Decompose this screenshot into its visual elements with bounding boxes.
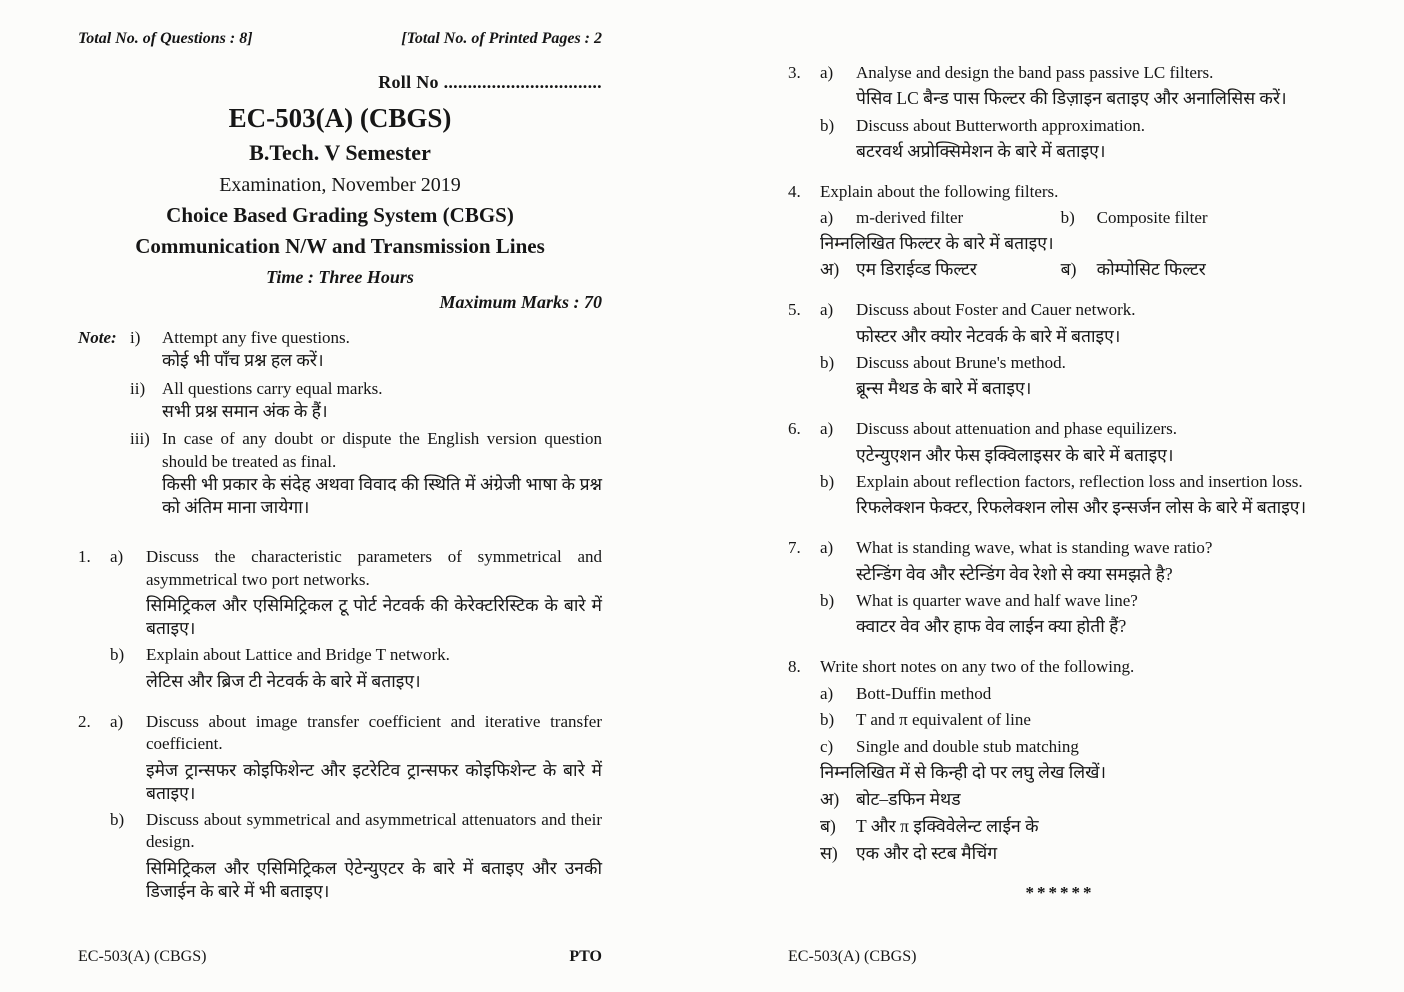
- note-item-lines: [162, 327, 602, 373]
- question-number: 3.: [788, 63, 801, 82]
- page-header: [78, 30, 602, 48]
- part-label: b): [820, 710, 835, 730]
- question-number: 5.: [788, 300, 801, 320]
- part-text: Discuss about attenuation and phase equilizers.: [856, 419, 1178, 439]
- question-cont-row: [820, 377, 1332, 400]
- question: [788, 418, 1332, 522]
- part-label: b): [110, 809, 125, 829]
- part-text: एक और दो स्टब मैचिंग: [856, 843, 998, 864]
- note-item-lines: [162, 428, 602, 519]
- note-label: Note:: [78, 328, 117, 347]
- question-number: 7.: [788, 538, 801, 558]
- option-label: b): [1060, 207, 1075, 227]
- part-text: Bott-Duffin method: [856, 683, 992, 703]
- question-cont-row: [820, 444, 1332, 467]
- part-text: क्वाटर वेव और हाफ वेव लाईन क्या होती हैं?: [856, 616, 1127, 637]
- page-1: [78, 0, 602, 992]
- part-text: Discuss about Butterworth approximation.: [856, 115, 1145, 135]
- part-label: ब): [820, 816, 836, 837]
- questions-left: [78, 546, 602, 906]
- paper-code-title: EC-503(A) (CBGS): [228, 103, 452, 133]
- option-text: एम डिराईव्ड फिल्टर: [856, 259, 977, 280]
- question-body: [820, 656, 1332, 868]
- option-label: अ): [820, 259, 840, 280]
- part-text: T and π equivalent of line: [856, 710, 1031, 730]
- part-text: रिफलेक्शन फेक्टर, रिफलेक्शन लोस और इन्सर्जन लोस के बारे में बताइए।: [856, 497, 1307, 518]
- option-label: ब): [1060, 259, 1077, 280]
- note-line: कोई भी पाँच प्रश्न हल करें।: [162, 350, 324, 371]
- total-pages-label: [Total No. of Printed Pages : 2: [401, 30, 602, 47]
- subject-line: Communication N/W and Transmission Lines: [135, 234, 545, 258]
- part-label: a): [820, 63, 834, 82]
- roll-no-line: Roll No .................................: [378, 72, 602, 92]
- question-body: [820, 181, 1332, 284]
- part-label: b): [820, 352, 835, 372]
- part-text: Explain about reflection factors, reflection loss and insertion loss.: [856, 471, 1303, 491]
- part-text: बटरवर्थ अप्रोक्सिमेशन के बारे में बताइए।: [856, 140, 1106, 161]
- question-part-row: [820, 299, 1332, 321]
- question-part-row: [110, 644, 602, 666]
- grading-system-line: Choice Based Grading System (CBGS): [166, 203, 514, 227]
- part-label: स): [820, 843, 838, 864]
- question-cont-row: [820, 87, 1332, 110]
- question-part-row: [110, 546, 602, 591]
- note-item: [130, 428, 602, 519]
- part-text: Write short notes on any two of the following.: [820, 657, 1135, 677]
- question-body: [820, 62, 1332, 166]
- question-option: [820, 258, 1061, 281]
- question-cont-row: [820, 615, 1332, 638]
- question-number: 4.: [788, 182, 801, 202]
- question-stem-row: [820, 656, 1332, 678]
- question: [78, 546, 602, 696]
- part-label: b): [110, 645, 125, 665]
- question-option: [1061, 258, 1206, 281]
- part-text: Explain about Lattice and Bridge T network.: [146, 645, 450, 665]
- question-cont-row: [820, 563, 1332, 586]
- question-part-row: [820, 62, 1332, 84]
- question-option: [1061, 207, 1208, 229]
- question-cont-row: [110, 857, 602, 903]
- footer-paper-code: EC-503(A) (CBGS): [788, 948, 917, 965]
- question-part-row: [820, 842, 1332, 865]
- question-stem-row: [820, 232, 1332, 255]
- semester-line: B.Tech. V Semester: [249, 140, 431, 165]
- note-section: [78, 327, 602, 524]
- part-text: T और π इक्विवेलेन्ट लाईन के: [856, 816, 1039, 837]
- part-label: a): [820, 538, 834, 558]
- note-line: Attempt any five questions.: [162, 328, 350, 347]
- question-part-row: [820, 788, 1332, 811]
- part-label: अ): [820, 789, 840, 810]
- part-text: लेटिस और ब्रिज टी नेटवर्क के बारे में बताइए।: [146, 670, 421, 691]
- option-label: a): [820, 207, 834, 227]
- part-text: Discuss about Brune's method.: [856, 352, 1066, 372]
- note-item: [130, 327, 602, 373]
- part-text: Single and double stub matching: [856, 736, 1079, 756]
- question: [78, 711, 602, 906]
- note-items: [130, 327, 602, 524]
- note-item-label: i): [130, 328, 141, 347]
- note-item-label: ii): [130, 378, 146, 398]
- question-part-row: [820, 736, 1332, 758]
- part-text: इमेज ट्रान्सफर कोइफिशेन्ट और इटरेटिव ट्रान्सफर कोइफिशेन्ट के बारे में बताइए।: [146, 759, 602, 803]
- page-2-footer: [788, 948, 1332, 966]
- part-text: पेसिव LC बैन्ड पास फिल्टर की डिज़ाइन बताइए और अनालिसिस करें।: [856, 88, 1287, 109]
- examination-line: Examination, November 2019: [219, 174, 461, 196]
- part-label: a): [110, 711, 124, 731]
- part-text: बोट–डफिन मेथड: [856, 789, 961, 810]
- question-body: [820, 418, 1332, 522]
- question: [788, 537, 1332, 641]
- note-line: किसी भी प्रकार के संदेह अथवा विवाद की स्थिति में अंग्रेजी भाषा के प्रश्न को अंतिम माना जायेगा।: [162, 473, 602, 518]
- question-body: [110, 546, 602, 696]
- question-number: 1.: [78, 547, 91, 567]
- question-cont-row: [820, 496, 1332, 519]
- part-text: ब्रून्स मैथड के बारे में बताइए।: [856, 378, 1032, 399]
- question-part-row: [820, 352, 1332, 374]
- note-line: All questions carry equal marks.: [162, 378, 383, 398]
- part-label: a): [110, 547, 124, 567]
- question-body: [820, 537, 1332, 641]
- max-marks-line: Maximum Marks : 70: [439, 292, 602, 312]
- part-text: Discuss about image transfer coefficient and iterative transfer coefficient.: [146, 711, 602, 754]
- time-line: Time : Three Hours: [266, 267, 414, 287]
- total-questions-label: Total No. of Questions : 8]: [78, 30, 253, 47]
- part-text: स्टेन्डिंग वेव और स्टेन्डिंग वेव रेशो से क्या समझते है?: [856, 563, 1173, 584]
- question-number: 6.: [788, 419, 801, 439]
- page-1-footer: [78, 948, 602, 966]
- question-cont-row: [110, 594, 602, 640]
- question-part-row: [110, 711, 602, 756]
- question-cols-row: [820, 207, 1332, 229]
- part-label: b): [820, 115, 835, 135]
- questions-right: [788, 62, 1332, 868]
- question-body: [820, 299, 1332, 403]
- note-line: In case of any doubt or dispute the English version question should be treated as final.: [162, 429, 602, 471]
- part-text: फोस्टर और क्योर नेटवर्क के बारे में बताइए।: [856, 325, 1121, 346]
- part-text: Explain about the following filters.: [820, 182, 1059, 202]
- footer-paper-code: EC-503(A) (CBGS): [78, 948, 207, 965]
- question-cols-row: [820, 258, 1332, 281]
- note-line: सभी प्रश्न समान अंक के हैं।: [162, 400, 328, 421]
- part-text: सिमिट्रिकल और एसिमिट्रिकल टू पोर्ट नेटवर्क की केरेक्टरिस्टिक के बारे में बताइए।: [146, 595, 602, 639]
- part-text: Analyse and design the band pass passive LC filters.: [856, 63, 1214, 82]
- question-cont-row: [820, 140, 1332, 163]
- question-cont-row: [110, 670, 602, 693]
- question: [788, 299, 1332, 403]
- part-label: a): [820, 419, 834, 439]
- question-stem-row: [820, 181, 1332, 203]
- part-text: Discuss the characteristic parameters of symmetrical and asymmetrical two port networks.: [146, 547, 602, 589]
- question-part-row: [820, 471, 1332, 493]
- part-text: एटेन्युएशन और फेस इक्विलाइसर के बारे में बताइए।: [856, 444, 1174, 465]
- question-part-row: [110, 809, 602, 854]
- question-part-row: [820, 709, 1332, 731]
- question-part-row: [820, 683, 1332, 705]
- option-text: कोम्पोसिट फिल्टर: [1096, 259, 1206, 280]
- part-label: c): [820, 736, 834, 756]
- question-part-row: [820, 815, 1332, 838]
- part-label: b): [820, 471, 835, 491]
- question: [788, 656, 1332, 868]
- question-cont-row: [820, 325, 1332, 348]
- question: [788, 181, 1332, 284]
- question-stem-row: [820, 761, 1332, 784]
- part-text: Discuss about symmetrical and asymmetrical attenuators and their design.: [146, 809, 602, 852]
- question-part-row: [820, 115, 1332, 137]
- option-text: Composite filter: [1096, 207, 1208, 227]
- part-text: निम्नलिखित में से किन्ही दो पर लघु लेख लिखें।: [820, 762, 1107, 783]
- part-text: निम्नलिखित फिल्टर के बारे में बताइए।: [820, 232, 1054, 253]
- part-label: a): [820, 300, 834, 320]
- part-label: a): [820, 683, 834, 703]
- question-part-row: [820, 590, 1332, 612]
- question-option: [820, 207, 1061, 229]
- question: [788, 62, 1332, 166]
- pto-label: PTO: [569, 948, 602, 965]
- question-part-row: [820, 418, 1332, 440]
- question-body: [110, 711, 602, 906]
- part-text: What is quarter wave and half wave line?: [856, 590, 1138, 610]
- part-text: Discuss about Foster and Cauer network.: [856, 300, 1136, 320]
- option-text: m-derived filter: [856, 207, 964, 227]
- question-number: 2.: [78, 711, 91, 731]
- end-of-paper-stars: ******: [1025, 883, 1095, 903]
- question-cont-row: [110, 759, 602, 805]
- part-label: b): [820, 590, 835, 610]
- question-number: 8.: [788, 657, 801, 677]
- note-item-label: iii): [130, 429, 150, 449]
- part-text: सिमिट्रिकल और एसिमिट्रिकल ऐटेन्युएटर के बारे में बताइए और उनकी डिजाईन के बारे में भी बताइए।: [146, 857, 602, 901]
- part-text: What is standing wave, what is standing wave ratio?: [856, 538, 1213, 558]
- question-part-row: [820, 537, 1332, 559]
- note-item: [130, 378, 602, 424]
- page-2: [788, 0, 1332, 992]
- note-item-lines: [162, 378, 602, 424]
